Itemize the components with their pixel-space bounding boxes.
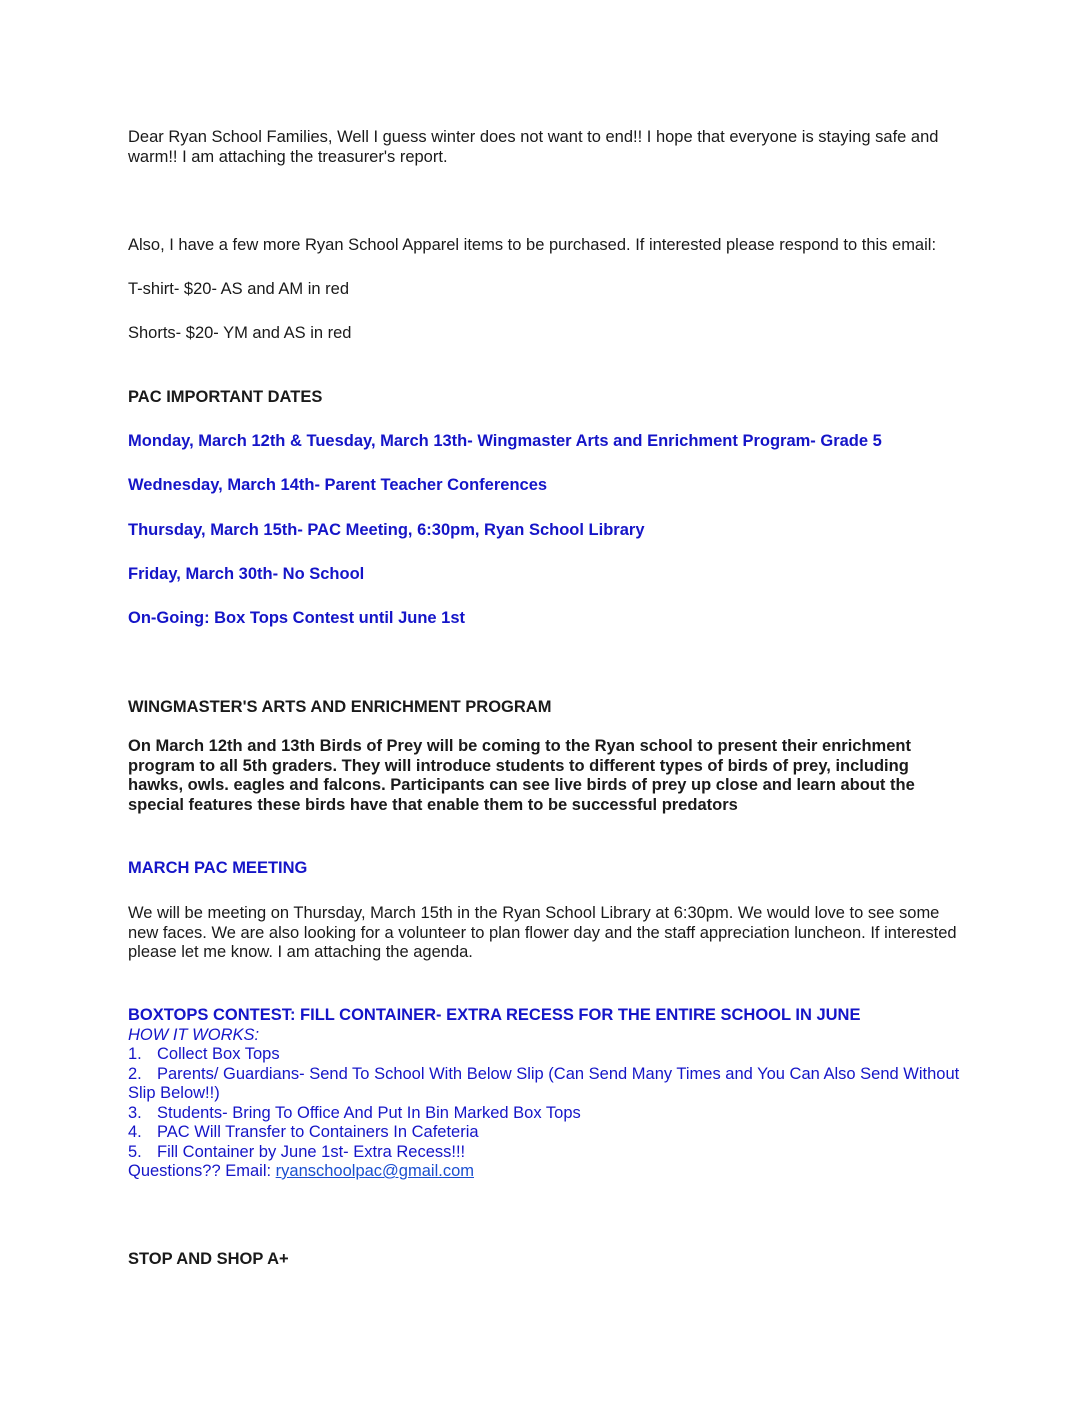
boxtops-step: [128, 1045, 968, 1065]
step-text: Collect Box Tops: [157, 1045, 280, 1063]
boxtops-section: [128, 1006, 968, 1182]
step-text: Parents/ Guardians- Send To School With Below Slip (Can Send Many Times and You Can Also Send Without Slip Below!!): [128, 1064, 960, 1102]
step-number: 1.: [128, 1045, 142, 1063]
boxtops-heading: BOXTOPS CONTEST: FILL CONTAINER- EXTRA RECESS FOR THE ENTIRE SCHOOL IN JUNE: [128, 1006, 861, 1024]
date-item-no-school: Friday, March 30th- No School: [128, 565, 365, 583]
apparel-text: Also, I have a few more Ryan School Apparel items to be purchased. If interested please respond to this email:: [128, 236, 937, 254]
apparel-item-tshirt: T-shirt- $20- AS and AM in red: [128, 280, 350, 298]
intro-greeting: Dear Ryan School Families, Well I guess winter does not want to end!! I hope that everyone is staying safe and warm!! I am attaching the treasurer's report.: [128, 128, 939, 166]
questions-line: [128, 1162, 968, 1182]
step-text: Fill Container by June 1st- Extra Recess!!!: [157, 1142, 466, 1161]
date-item-wingmaster: Monday, March 12th & Tuesday, March 13th- Wingmaster Arts and Enrichment Program- Grade 5: [128, 432, 882, 450]
date-item-box-tops: On-Going: Box Tops Contest until June 1st: [128, 609, 466, 627]
meeting-body: We will be meeting on Thursday, March 15th in the Ryan School Library at 6:30pm. We would love to see some new faces. We are also looking for a volunteer to plan flower day and the staff appreciation luncheon. If interested please let me know. I am attaching the agenda.: [128, 904, 957, 961]
step-text: PAC Will Transfer to Containers In Cafeteria: [157, 1123, 479, 1141]
stop-and-shop-heading: STOP AND SHOP A+: [128, 1250, 289, 1268]
step-number: 5.: [128, 1142, 142, 1161]
boxtops-step: [128, 1104, 968, 1124]
boxtops-step: [128, 1065, 968, 1104]
date-item-pac-meeting: Thursday, March 15th- PAC Meeting, 6:30pm, Ryan School Library: [128, 521, 645, 539]
step-text: Students- Bring To Office And Put In Bin Marked Box Tops: [157, 1103, 581, 1122]
apparel-item-shorts: Shorts- $20- YM and AS in red: [128, 324, 352, 342]
questions-label: Questions?? Email:: [128, 1162, 276, 1180]
important-dates-heading: PAC IMPORTANT DATES: [128, 388, 323, 406]
email-link[interactable]: ryanschoolpac@gmail.com: [275, 1162, 474, 1180]
meeting-heading: MARCH PAC MEETING: [128, 859, 308, 877]
wingmaster-body: On March 12th and 13th Birds of Prey will be coming to the Ryan school to present their enrichment program to all 5th graders. They will introduce students to different types of birds of prey, including hawks, owls. eagles and falcons. Participants can see live birds of prey up close and learn about the special features these birds have that enable them to be successful predators: [128, 737, 915, 814]
boxtops-step: [128, 1143, 968, 1163]
date-item-conferences: Wednesday, March 14th- Parent Teacher Conferences: [128, 476, 548, 494]
step-number: 4.: [128, 1123, 142, 1141]
step-number: 3.: [128, 1103, 142, 1122]
step-number: 2.: [128, 1064, 142, 1083]
boxtops-subheading: HOW IT WORKS:: [128, 1025, 260, 1044]
wingmaster-heading: WINGMASTER'S ARTS AND ENRICHMENT PROGRAM: [128, 698, 552, 716]
boxtops-step: [128, 1123, 968, 1143]
